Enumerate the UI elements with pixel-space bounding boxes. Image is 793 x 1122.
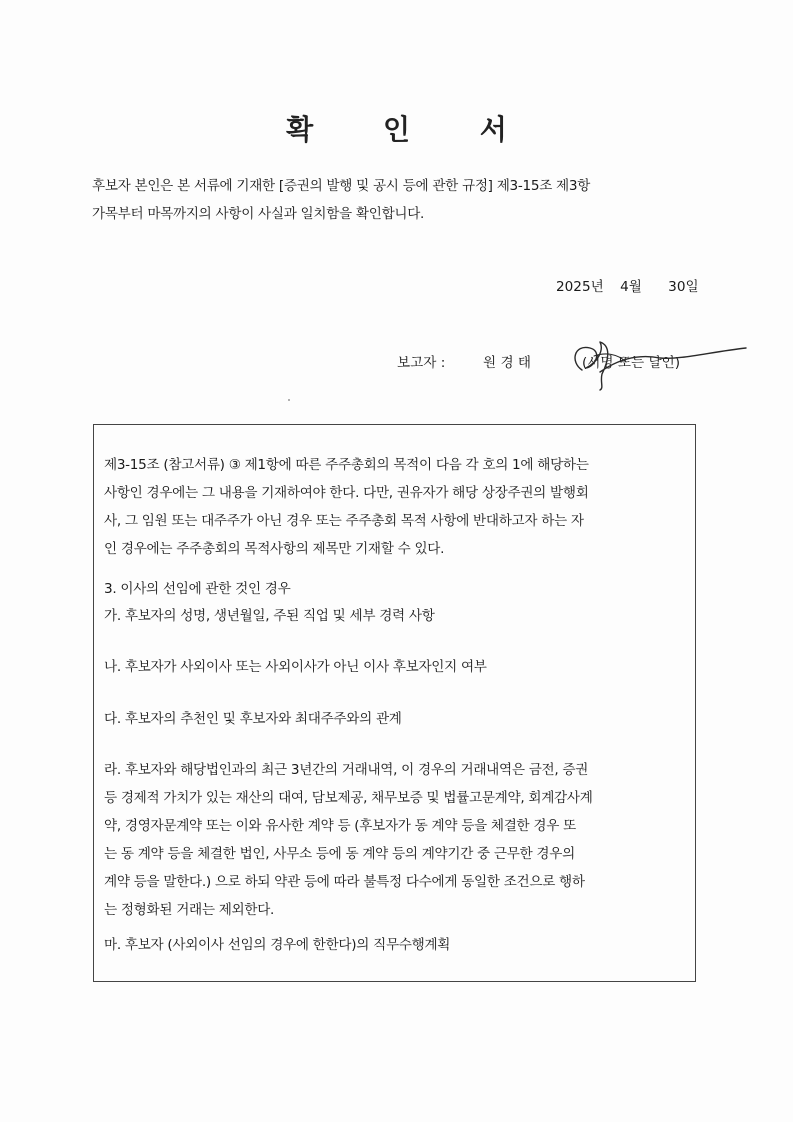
scan-speck <box>288 399 290 401</box>
date-month: 4월 <box>620 279 642 295</box>
statement-line: 후보자 본인은 본 서류에 기재한 [증권의 발행 및 공시 등에 관한 규정] 제3-15조 제3항 <box>92 178 591 194</box>
item-heading: 3. 이사의 선임에 관한 것인 경우 <box>104 581 291 597</box>
item-ra-line: 약, 경영자문계약 또는 이와 유사한 계약 등 (후보자가 동 계약 등을 체결한 경우 또 <box>104 818 576 834</box>
item-ra-line: 계약 등을 말한다.) 으로 하되 약관 등에 따라 불특정 다수에게 동일한 조건으로 행하 <box>104 874 585 890</box>
item-ga: 가. 후보자의 성명, 생년월일, 주된 직업 및 세부 경력 사항 <box>104 608 435 624</box>
clause-line: 사항인 경우에는 그 내용을 기재하여야 한다. 다만, 권유자가 해당 상장주권의 발행회 <box>104 485 589 501</box>
item-ra-line: 는 동 계약 등을 체결한 법인, 사무소 등에 동 계약 등의 계약기간 중 근무한 경우의 <box>104 846 575 862</box>
reference-regulation-box <box>93 424 696 982</box>
statement-line: 가목부터 마목까지의 사항이 사실과 일치함을 확인합니다. <box>92 206 425 222</box>
date-day: 30일 <box>668 279 699 295</box>
reporter-name: 원 경 태 <box>483 355 532 371</box>
signature-note: (서명 또는 날인) <box>582 355 681 371</box>
item-ra-line: 등 경제적 가치가 있는 재산의 대여, 담보제공, 채무보증 및 법률고문계약, 회계감사계 <box>104 790 593 806</box>
item-na: 나. 후보자가 사외이사 또는 사외이사가 아닌 이사 후보자인지 여부 <box>104 659 487 675</box>
item-ma: 마. 후보자 (사외이사 선임의 경우에 한한다)의 직무수행계획 <box>104 937 451 953</box>
document-title: 확 인 서 <box>286 113 537 146</box>
clause-line: 제3-15조 (참고서류) ③ 제1항에 따른 주주총회의 목적이 다음 각 호의 1에 해당하는 <box>104 457 589 473</box>
reporter-label: 보고자 : <box>397 355 446 371</box>
date-year: 2025년 <box>556 279 604 295</box>
regulation-clause <box>104 451 688 563</box>
handwritten-signature <box>560 332 750 392</box>
item-da: 다. 후보자의 추천인 및 후보자와 최대주주와의 관계 <box>104 711 402 727</box>
clause-line: 사, 그 임원 또는 대주주가 아닌 경우 또는 주주총회 목적 사항에 반대하고자 하는 자 <box>104 513 584 529</box>
item-ra-line: 는 정형화된 거래는 제외한다. <box>104 902 275 918</box>
signing-date <box>556 275 699 295</box>
item-ra-line: 라. 후보자와 해당법인과의 최근 3년간의 거래내역, 이 경우의 거래내역은 금전, 증권 <box>104 762 589 778</box>
clause-line: 인 경우에는 주주총회의 목적사항의 제목만 기재할 수 있다. <box>104 541 445 557</box>
item-ra <box>104 756 688 924</box>
confirmation-statement <box>92 172 702 228</box>
